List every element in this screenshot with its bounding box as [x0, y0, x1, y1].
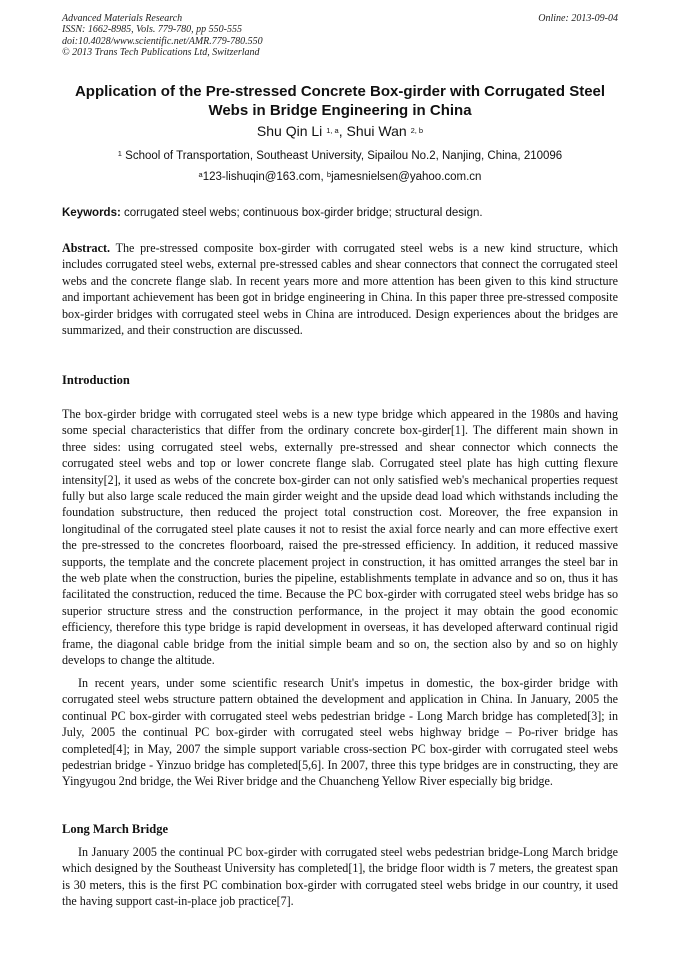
journal-name: Advanced Materials Research — [62, 13, 183, 24]
author-name: Shu Qin Li — [256, 123, 323, 139]
journal-header — [62, 13, 618, 58]
abstract — [62, 240, 618, 338]
journal-doi: doi:10.4028/www.scientific.net/AMR.779-780.550 — [62, 35, 263, 47]
author-affiliation-mark: 1, a — [326, 125, 339, 135]
paragraph: The box-girder bridge with corrugated steel webs is a new type bridge which appeared in the 1980s and having some special characteristics that differ from the ordinary concrete box-girder[1]. The different main shown in three sides: using corrugated steel webs, externally pre-stressed and shear connector which connects the corrugated steel webs and top or lower concrete flange slab. Corrugated steel plate has high cutting flexure intensity[2], it used as webs of the concrete box-girder can not only satisfied web's mechanical properties request fully but also large scale reduced the main girder weight and the upside dead load which withstands including the foundation substructure, then reduced the project total construction cost. Moreover, the free expansion in longitudinal of the corrugated steel plate causes it not to resist the axial force nearly and can more effective exert the pre-stressed to the concretes floorboard, raised the pre-stressed efficiency. In addition, it reduced massive supports, the template and the concrete placement project in construction, it has omitted arranges the steel bar in the web plate when the construction, buries the pipeline, establishments template in advance and so on, thus it has facilitated the construction, reduced the time. Because the PC box-girder with corrugated steel webs bridge has so superior structure stress and the construction performance, in the project it may obtain the good economic efficiency, therefore this type bridge is rapid development in overseas, it has developed afterward continual rigid frame, the diagonal cable bridge from the initial simple beam and so on, the section also by and so on highly develops to change the altitude. — [62, 407, 618, 668]
author-separator: , — [338, 123, 347, 139]
keywords-label: Keywords: — [62, 207, 121, 219]
affiliation-text: School of Transportation, Southeast University, Sipailou No.2, Nanjing, China, 210096 — [125, 150, 563, 162]
email-mark: a — [198, 169, 203, 179]
abstract-label: Abstract. — [62, 241, 111, 255]
affiliation — [62, 149, 618, 164]
section-heading-introduction: Introduction — [62, 373, 130, 387]
paper-title: Application of the Pre-stressed Concrete Box-girder with Corrugated Steel Webs in Bridge Engineering in China — [74, 83, 606, 119]
paragraph: In January 2005 the continual PC box-girder with corrugated steel webs pedestrian bridge-Long March bridge which designed by the Southeast University has completed[1], the bridge floor width is 7 meters, the greatest span is 30 meters, this is the first PC combination box-girder with corrugated steel webs bridge in our country, it used the having support cast-in-place job practice[7]. — [62, 845, 618, 909]
email-link[interactable]: jamesnielsen@yahoo.com.cn — [331, 171, 482, 183]
section-heading-long-march-bridge: Long March Bridge — [62, 822, 169, 836]
email-mark: b — [326, 169, 332, 179]
online-date: Online: 2013-09-04 — [538, 13, 618, 24]
affiliation-mark: 1 — [117, 148, 122, 158]
author-emails — [62, 170, 618, 185]
keywords — [62, 206, 618, 221]
keywords-text: corrugated steel webs; continuous box-girder bridge; structural design. — [120, 207, 483, 219]
abstract-text: The pre-stressed composite box-girder with corrugated steel webs is a new kind structure, which includes corrugated steel webs, external pre-stressed cables and shear connectors that connect the corrugated steel webs and the concrete flange slab. In recent years more and more attention has been given to this kind structure and important achievement has been got in bridge engineering in China. In this paper three pre-stressed composite box-girder bridges with corrugated steel webs in China are introduced. Design experiences about the bridges are summarized, and their construction are discussed. — [62, 241, 618, 338]
journal-info — [62, 13, 618, 58]
journal-copyright: © 2013 Trans Tech Publications Ltd, Switzerland — [62, 46, 260, 58]
email-link[interactable]: 123-lishuqin@163.com, — [202, 171, 327, 183]
author-name: Shui Wan — [346, 123, 407, 139]
paragraph: In recent years, under some scientific research Unit's impetus in domestic, the box-girder bridge with corrugated steel webs structure pattern obtained the development and application in China. In January, 2005 the continual PC box-girder with corrugated steel webs pedestrian bridge - Long March bridge has completed[3]; in July, 2005 the continual PC box-girder with corrugated steel webs highway bridge – Po-river bridge has completed[4]; in May, 2007 the simple support variable cross-section PC box-girder with corrugated steel webs pedestrian bridge - Yinzuo bridge has completed[5,6]. In 2007, three this type bridges are in constructing, they are Yingyugou 2nd bridge, the Wei River bridge and the Chuancheng Yellow River especially big bridge. — [62, 676, 618, 789]
author-line — [62, 122, 618, 140]
author-affiliation-mark: 2, b — [410, 125, 424, 135]
journal-issn: ISSN: 1662-8985, Vols. 779-780, pp 550-555 — [62, 24, 242, 36]
